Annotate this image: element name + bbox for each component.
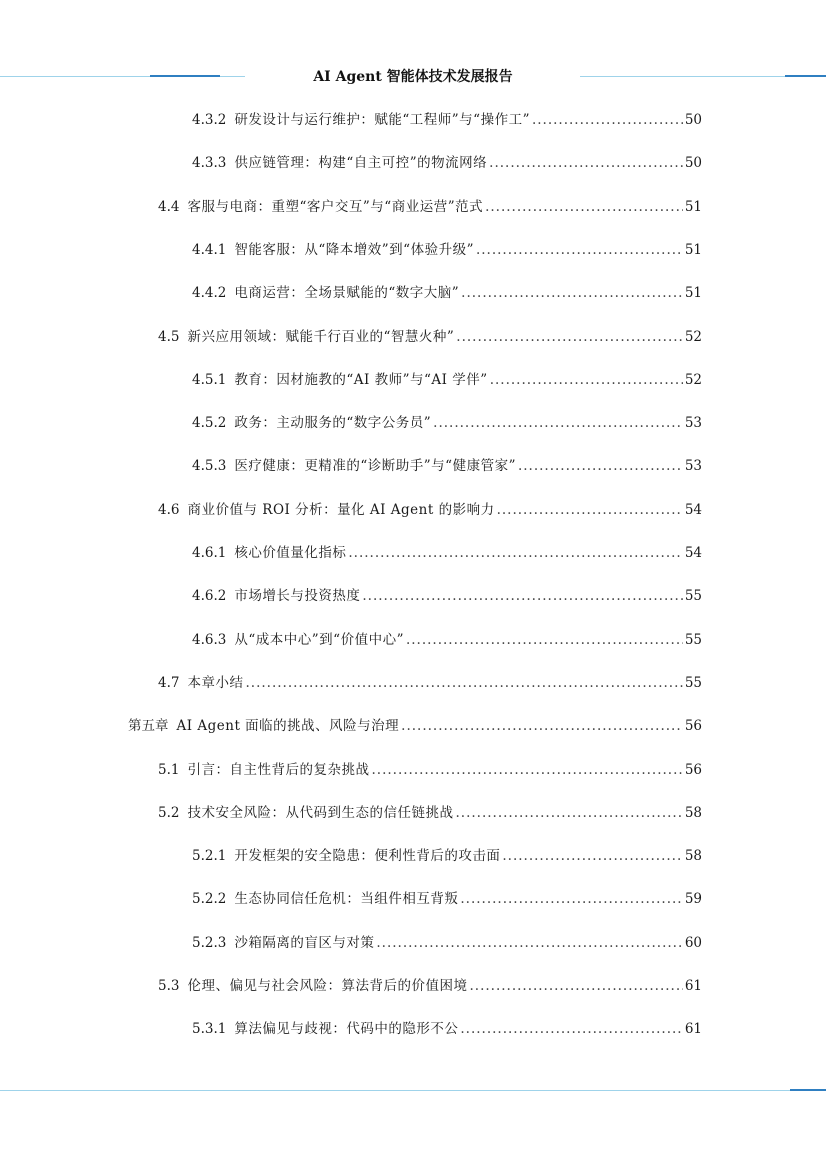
toc-dot-leader bbox=[497, 502, 683, 518]
toc-entry[interactable] bbox=[158, 671, 702, 693]
toc-entry[interactable] bbox=[192, 541, 702, 563]
toc-entry[interactable] bbox=[192, 281, 702, 303]
toc-entry[interactable] bbox=[192, 628, 702, 650]
toc-entry-number: 4.6.2 bbox=[192, 588, 227, 605]
toc-entry[interactable] bbox=[158, 758, 702, 780]
toc-entry[interactable] bbox=[192, 1017, 702, 1039]
toc-entry-number: 4.5.3 bbox=[192, 458, 227, 475]
toc-entry-page: 51 bbox=[684, 198, 702, 215]
toc-entry-title: 供应链管理：构建“自主可控”的物流网络 bbox=[234, 155, 488, 172]
toc-entry-title: 从“成本中心”到“价值中心” bbox=[234, 631, 404, 648]
footer-rule-accent bbox=[790, 1089, 826, 1091]
toc-entry[interactable] bbox=[158, 974, 702, 996]
toc-entry[interactable] bbox=[192, 411, 702, 433]
toc-entry-page: 55 bbox=[684, 674, 702, 691]
toc-entry-number: 4.3.3 bbox=[192, 155, 227, 172]
toc-entry-title: 生态协同信任危机：当组件相互背叛 bbox=[234, 891, 459, 908]
toc-dot-leader bbox=[455, 805, 682, 821]
toc-dot-leader bbox=[376, 935, 682, 951]
toc-entry-title: 核心价值量化指标 bbox=[234, 545, 347, 561]
toc-dot-leader bbox=[348, 545, 682, 561]
toc-entry-number: 4.3.2 bbox=[192, 112, 227, 128]
toc-entry-title: 新兴应用领域：赋能千行百业的“智慧火种” bbox=[187, 328, 455, 345]
toc-entry-number: 4.5.1 bbox=[192, 371, 227, 388]
toc-dot-leader bbox=[502, 848, 682, 864]
toc-entry-title: 电商运营：全场景赋能的“数字大脑” bbox=[234, 285, 460, 302]
footer-rule bbox=[0, 1090, 826, 1091]
toc-entry-number: 5.3.1 bbox=[192, 1021, 227, 1038]
toc-entry-title: 开发框架的安全隐患：便利性背后的攻击面 bbox=[234, 848, 501, 865]
toc-entry-page: 61 bbox=[684, 978, 702, 994]
toc-entry[interactable] bbox=[192, 368, 702, 390]
toc-entry-page: 51 bbox=[684, 241, 702, 258]
toc-dot-leader bbox=[469, 978, 682, 994]
toc-entry-page: 60 bbox=[684, 934, 702, 951]
toc-entry-page: 50 bbox=[684, 155, 702, 172]
toc-dot-leader bbox=[406, 632, 683, 648]
toc-entry-title: 医疗健康：更精准的“诊断助手”与“健康管家” bbox=[234, 458, 516, 475]
toc-entry-page: 55 bbox=[684, 588, 702, 605]
header-title: AI Agent 智能体技术发展报告 bbox=[313, 69, 513, 85]
toc-entry-title: 伦理、偏见与社会风险：算法背后的价值困境 bbox=[187, 978, 468, 994]
toc-entry-page: 53 bbox=[684, 415, 702, 432]
toc-entry-number: 5.1 bbox=[158, 761, 180, 778]
toc-dot-leader bbox=[460, 1021, 682, 1037]
toc-entry-number: 4.6.3 bbox=[192, 631, 227, 648]
toc-entry-title: 教育：因材施教的“AI 教师”与“AI 学伴” bbox=[234, 371, 488, 388]
toc-entry-title: 技术安全风险：从代码到生态的信任链挑战 bbox=[187, 804, 454, 821]
toc-entry-page: 52 bbox=[684, 328, 702, 345]
toc-dot-leader bbox=[456, 329, 683, 345]
toc-dot-leader bbox=[476, 242, 683, 258]
toc-entry[interactable] bbox=[192, 887, 702, 909]
toc-entry-number: 4.5.2 bbox=[192, 415, 227, 432]
toc-entry[interactable] bbox=[192, 108, 702, 130]
toc-entry-page: 51 bbox=[684, 285, 702, 302]
toc-dot-leader bbox=[245, 675, 682, 691]
toc-dot-leader bbox=[532, 112, 683, 128]
toc-dot-leader bbox=[401, 718, 683, 734]
toc-entry-number: 5.2 bbox=[158, 804, 180, 821]
toc-entry-page: 58 bbox=[684, 804, 702, 821]
toc-entry-number: 第五章 bbox=[128, 718, 169, 735]
toc-entry-number: 5.2.3 bbox=[192, 934, 227, 951]
toc-entry-number: 4.5 bbox=[158, 328, 180, 345]
toc-dot-leader bbox=[433, 415, 683, 431]
toc-dot-leader bbox=[485, 199, 683, 215]
toc-entry[interactable] bbox=[192, 151, 702, 173]
toc-entry-page: 55 bbox=[684, 631, 702, 648]
toc-entry-page: 53 bbox=[684, 458, 702, 475]
toc-entry-title: 政务：主动服务的“数字公务员” bbox=[234, 415, 432, 432]
toc-entry-page: 56 bbox=[684, 718, 702, 735]
toc-entry-page: 61 bbox=[684, 1021, 702, 1038]
toc-entry-number: 5.2.1 bbox=[192, 848, 227, 865]
toc-entry[interactable] bbox=[158, 801, 702, 823]
toc-entry[interactable] bbox=[158, 498, 702, 520]
toc-entry[interactable] bbox=[158, 195, 702, 217]
toc-entry-title: 本章小结 bbox=[187, 674, 244, 691]
toc-entry-number: 4.4.2 bbox=[192, 285, 227, 302]
toc-entry-number: 4.4 bbox=[158, 198, 180, 215]
toc-entry-title: 研发设计与运行维护：赋能“工程师”与“操作工” bbox=[234, 112, 530, 128]
toc-entry[interactable] bbox=[192, 931, 702, 953]
toc-entry[interactable] bbox=[192, 454, 702, 476]
toc-entry-number: 4.6.1 bbox=[192, 545, 227, 561]
toc-entry[interactable] bbox=[192, 238, 702, 260]
toc-dot-leader bbox=[490, 372, 683, 388]
toc-entry-title: 引言：自主性背后的复杂挑战 bbox=[187, 761, 370, 778]
toc-entry-title: 商业价值与 ROI 分析：量化 AI Agent 的影响力 bbox=[187, 501, 495, 518]
toc-dot-leader bbox=[461, 285, 683, 301]
toc-entry-title: 客服与电商：重塑“客户交互”与“商业运营”范式 bbox=[187, 198, 484, 215]
toc-entry-page: 58 bbox=[684, 848, 702, 865]
toc-entry-title: AI Agent 面临的挑战、风险与治理 bbox=[176, 718, 400, 735]
toc-entry[interactable] bbox=[192, 584, 702, 606]
toc-entry-title: 智能客服：从“降本增效”到“体验升级” bbox=[234, 241, 474, 258]
toc-entry-page: 56 bbox=[684, 761, 702, 778]
toc-entry-page: 59 bbox=[684, 891, 702, 908]
toc-dot-leader bbox=[518, 458, 683, 474]
toc-entry-title: 算法偏见与歧视：代码中的隐形不公 bbox=[234, 1021, 459, 1038]
toc-entry[interactable] bbox=[192, 844, 702, 866]
toc-entry-number: 5.3 bbox=[158, 978, 180, 994]
toc-entry-number: 4.6 bbox=[158, 501, 180, 518]
toc-entry-page: 54 bbox=[684, 545, 702, 561]
toc-entry-number: 4.4.1 bbox=[192, 241, 227, 258]
toc-entry-number: 5.2.2 bbox=[192, 891, 227, 908]
toc-dot-leader bbox=[460, 891, 682, 907]
toc-entry-page: 54 bbox=[684, 501, 702, 518]
toc-entry[interactable] bbox=[158, 325, 702, 347]
toc-entry-page: 52 bbox=[684, 371, 702, 388]
toc-dot-leader bbox=[371, 762, 682, 778]
toc-dot-leader bbox=[489, 155, 683, 171]
toc-entry-title: 市场增长与投资热度 bbox=[234, 588, 361, 605]
toc-entry-title: 沙箱隔离的盲区与对策 bbox=[234, 934, 375, 951]
toc-entry-page: 50 bbox=[684, 112, 702, 128]
toc-entry-number: 4.7 bbox=[158, 674, 180, 691]
toc-entry[interactable] bbox=[128, 714, 702, 736]
toc-dot-leader bbox=[362, 588, 682, 604]
